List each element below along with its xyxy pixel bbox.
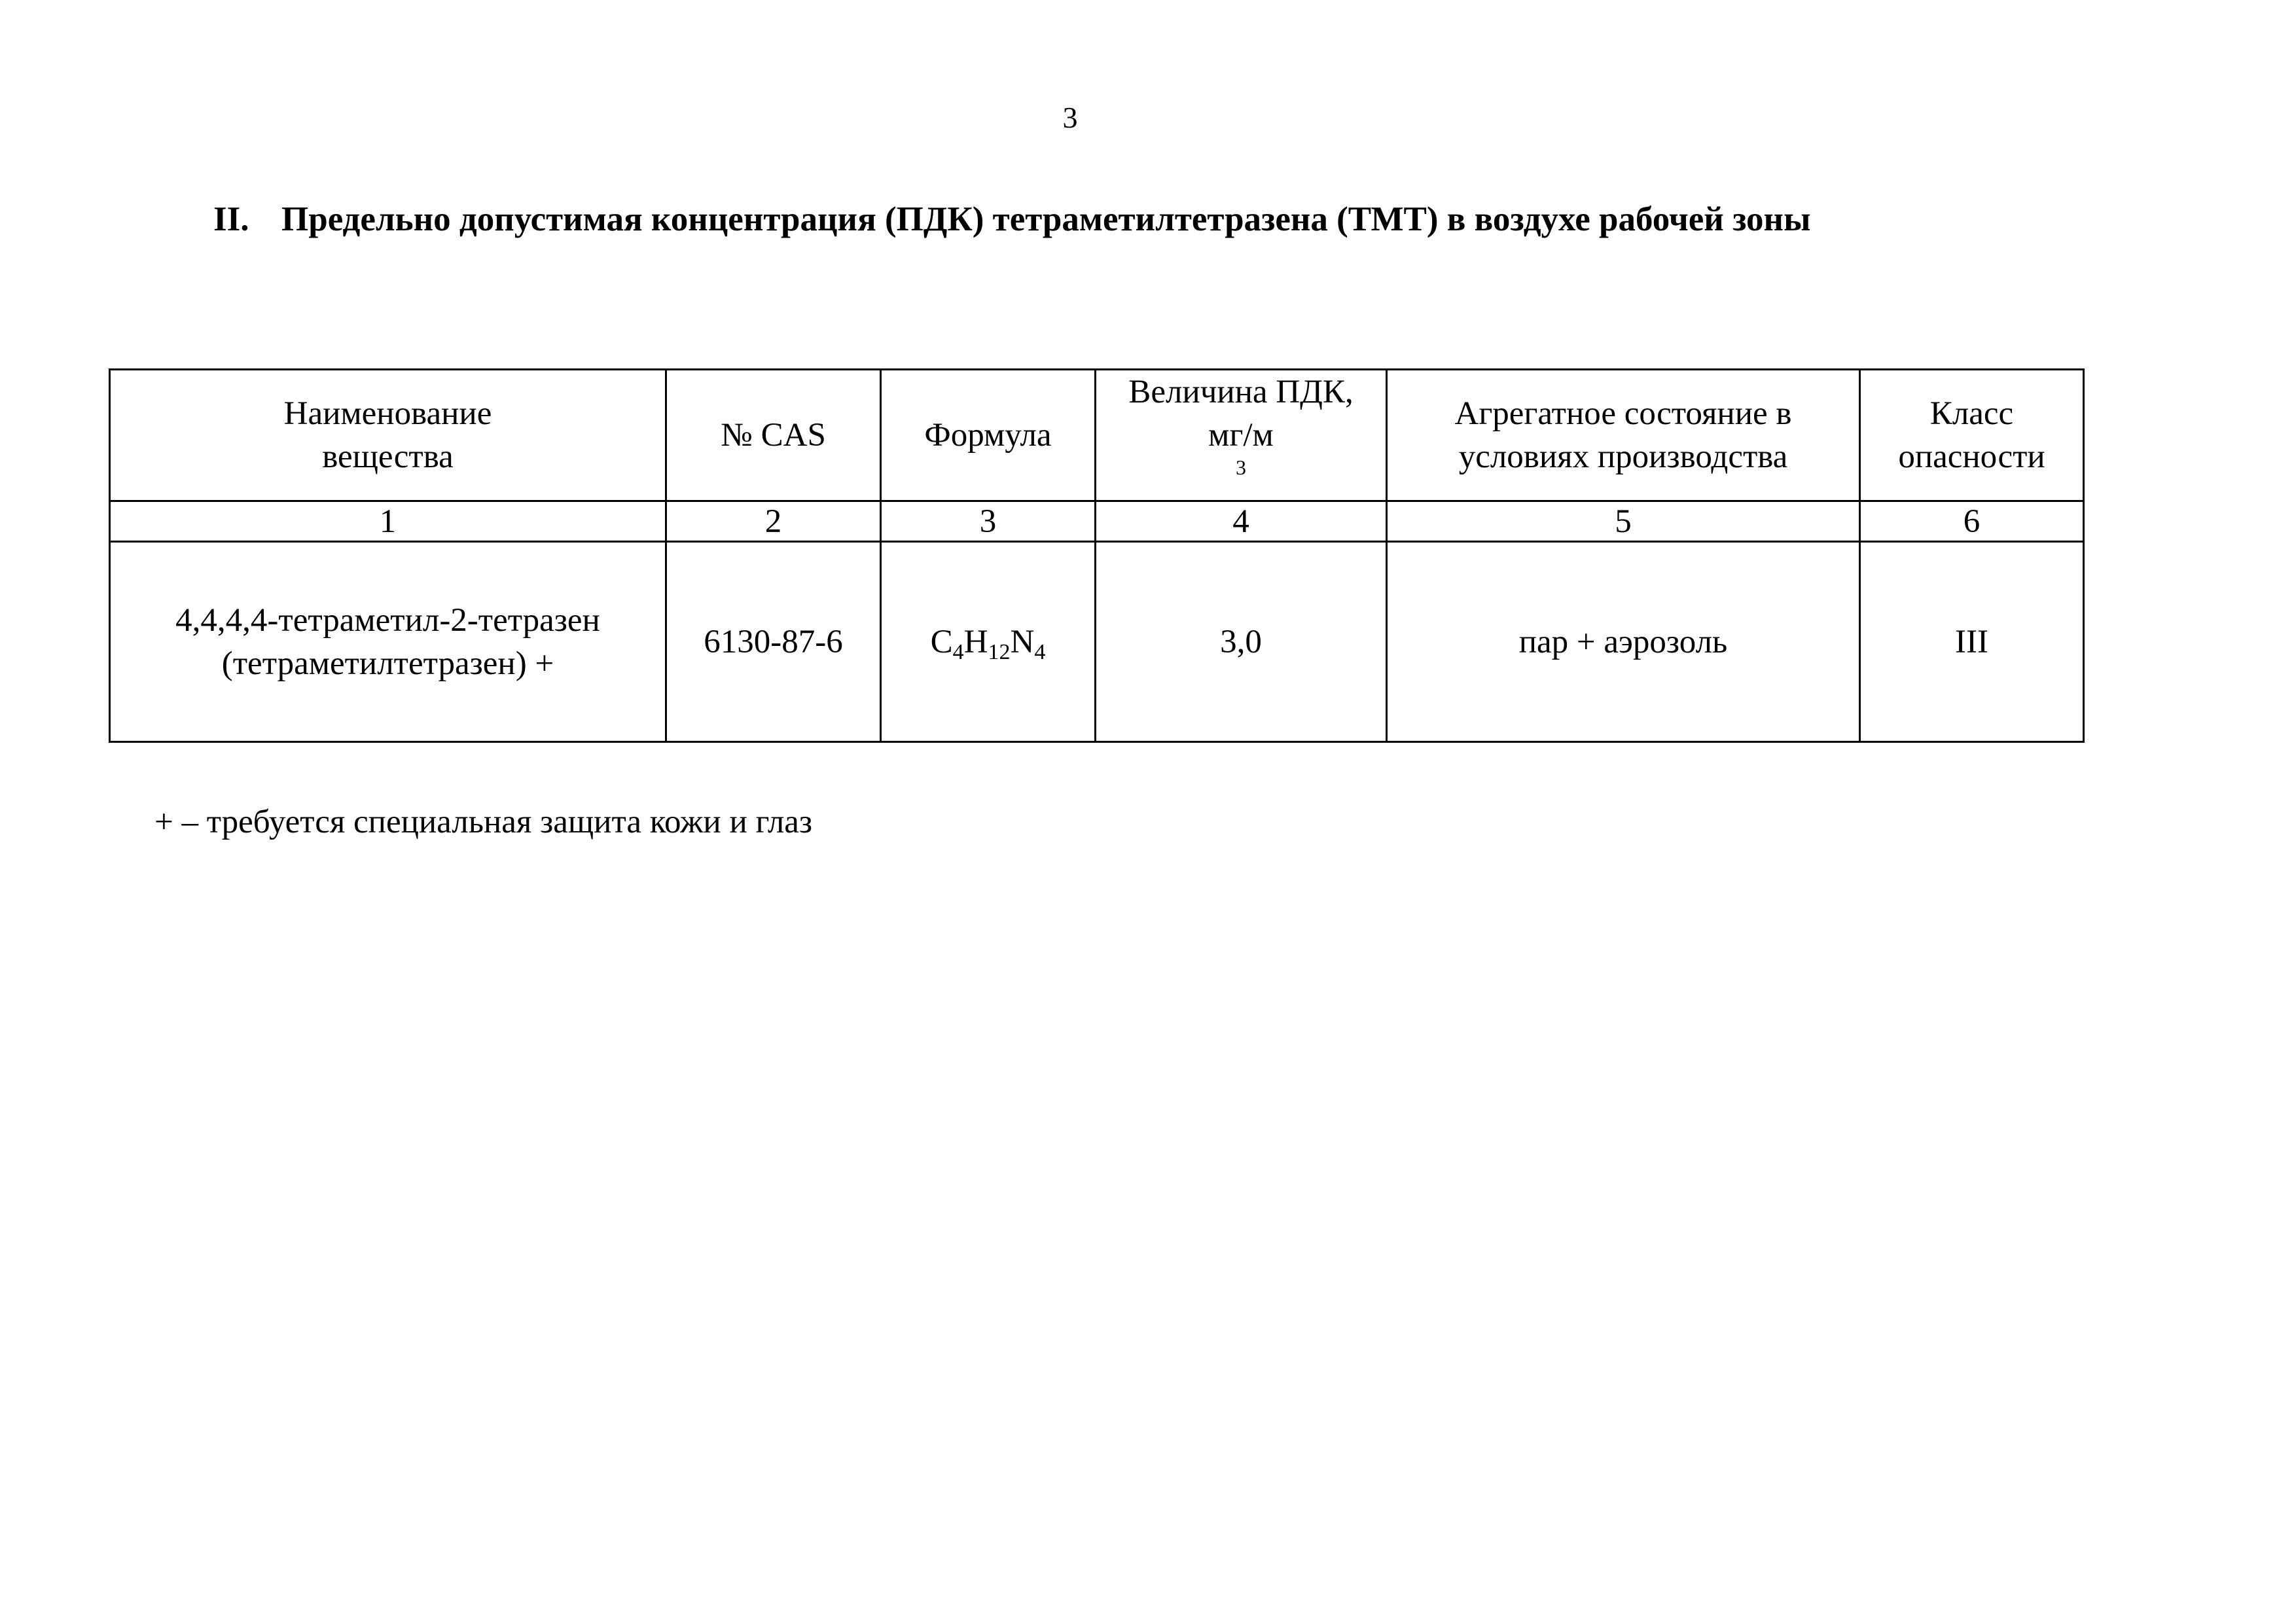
- table-header-row: [110, 370, 2084, 501]
- header-pdk-line1: Величина ПДК,: [1128, 374, 1354, 410]
- pdk-value-cell: 3,0: [1096, 542, 1387, 742]
- header-substance-name-line1: Наименование: [283, 395, 492, 432]
- header-pdk-unit: [1107, 414, 1375, 500]
- formula-carbon: C: [930, 623, 953, 660]
- header-hazard-class-line1: Класс: [1929, 395, 2014, 432]
- header-hazard-class-line2: опасности: [1898, 438, 2045, 475]
- header-aggregate-state-line2: условиях производства: [1458, 438, 1788, 475]
- column-number-2: 2: [666, 501, 881, 542]
- substance-name-line2: (тетраметилтетразен) +: [221, 645, 554, 682]
- header-pdk-value: [1096, 370, 1387, 501]
- column-number-3: 3: [881, 501, 1096, 542]
- footnote: + – требуется специальная защита кожи и глаз: [154, 804, 813, 840]
- header-formula: Формула: [881, 370, 1096, 501]
- header-hazard-class: [1860, 370, 2084, 501]
- column-number-1: 1: [110, 501, 666, 542]
- aggregate-state-cell: пар + аэрозоль: [1387, 542, 1860, 742]
- table-row: [110, 542, 2084, 742]
- hazard-class-cell: III: [1860, 542, 2084, 742]
- formula-cell: [881, 542, 1096, 742]
- section-title: Предельно допустимая концентрация (ПДК) тетраметилтетразена (ТМТ) в воздухе рабочей зоны: [281, 200, 1811, 238]
- header-cas: № CAS: [666, 370, 881, 501]
- column-number-4: 4: [1096, 501, 1387, 542]
- substance-name-cell: [110, 542, 666, 742]
- substance-name-line1: 4,4,4,4-тетраметил-2-тетразен: [175, 601, 600, 639]
- section-number: II.: [213, 200, 249, 238]
- column-number-row: [110, 501, 2084, 542]
- header-substance-name-line2: вещества: [322, 438, 454, 475]
- formula-nitrogen: N: [1010, 623, 1035, 660]
- column-number-5: 5: [1387, 501, 1860, 542]
- formula-carbon-count: 4: [952, 639, 964, 664]
- page-number: 3: [1062, 101, 1078, 134]
- formula-hydrogen: H: [963, 623, 988, 660]
- formula-nitrogen-count: 4: [1034, 639, 1046, 664]
- header-pdk-unit-exponent: 3: [1236, 455, 1246, 479]
- formula-hydrogen-count: 12: [988, 639, 1011, 664]
- header-aggregate-state-line1: Агрегатное состояние в: [1454, 395, 1792, 432]
- header-pdk-unit-text: мг/м: [1208, 417, 1274, 454]
- section-heading: [213, 196, 1810, 242]
- pdk-table: [109, 368, 2085, 743]
- header-aggregate-state: [1387, 370, 1860, 501]
- cas-number-cell: 6130-87-6: [666, 542, 881, 742]
- column-number-6: 6: [1860, 501, 2084, 542]
- header-substance-name: [110, 370, 666, 501]
